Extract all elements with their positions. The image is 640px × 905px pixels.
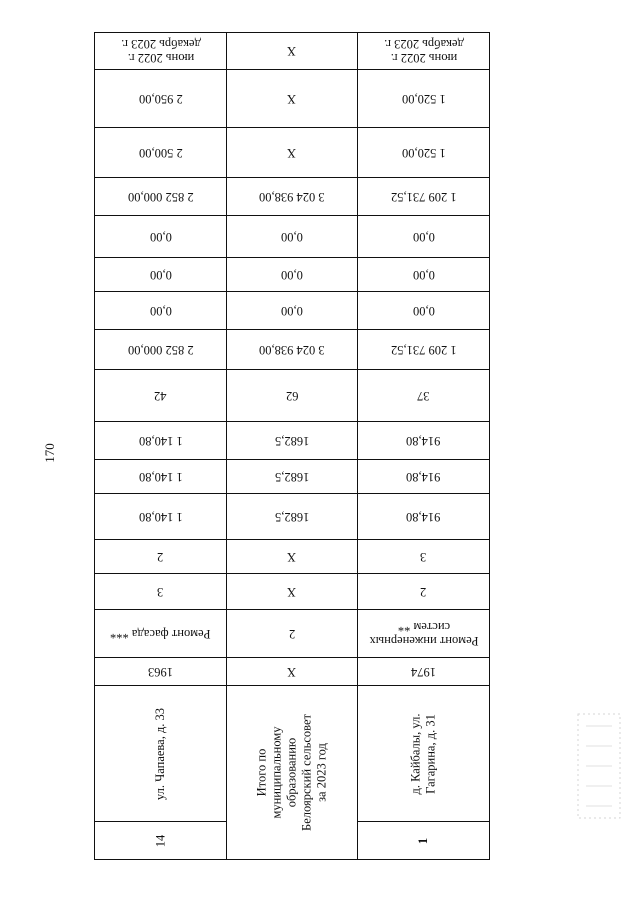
cell-area: 914,80 <box>406 433 441 448</box>
cell-count: 2 <box>420 584 427 599</box>
summary-label: Итого по муниципальному образованию Белоярский сельсовет за 2023 год <box>254 714 329 831</box>
cell-total: 3 024 938,00 <box>259 342 325 357</box>
cell-unit-cost: 2 500,00 <box>138 145 183 160</box>
cell-count: Х <box>287 549 297 564</box>
cell-residents: 37 <box>417 388 430 403</box>
cell-zero: 0,00 <box>412 303 435 318</box>
cell-year: 1974 <box>411 664 436 679</box>
cell-area: 1682,5 <box>274 433 310 448</box>
cell-unit-cost-limit: 2 950,00 <box>138 91 183 106</box>
cell-area: 1682,5 <box>274 509 310 524</box>
cell-unit-cost-limit: Х <box>287 91 297 106</box>
cell-zero: 0,00 <box>149 303 172 318</box>
cell-zero: 0,00 <box>149 267 172 282</box>
cell-zero: 0,00 <box>281 303 303 318</box>
cell-year: Х <box>287 664 297 679</box>
cell-work-type: Ремонт инженерных систем ** <box>369 619 478 648</box>
cell-count: 3 <box>420 549 427 564</box>
cell-unit-cost: Х <box>287 145 297 160</box>
cell-zero: 0,00 <box>412 229 435 244</box>
cell-zero: 0,00 <box>412 267 435 282</box>
cell-work-type: 2 <box>288 626 296 641</box>
cell-cost: 1 209 731,52 <box>390 189 457 204</box>
cell-cost: 2 852 000,00 <box>127 189 194 204</box>
cell-period: Х <box>287 44 297 58</box>
cell-area: 1682,5 <box>274 469 310 484</box>
cell-address: д. Кайбалы, ул. Гагарина, д. 31 <box>408 713 438 794</box>
cell-count: Х <box>287 584 297 599</box>
cell-area: 914,80 <box>406 469 441 484</box>
cell-count: 2 <box>157 549 164 564</box>
cell-zero: 0,00 <box>281 267 303 282</box>
cell-area: 1 140,80 <box>138 433 183 448</box>
cell-area: 1 140,80 <box>138 509 183 524</box>
cell-residents: 42 <box>154 388 167 403</box>
cell-row-index: 1 <box>416 837 431 844</box>
cell-count: 3 <box>157 584 164 599</box>
cell-year: 1963 <box>148 664 173 679</box>
cell-total: 1 209 731,52 <box>390 342 457 357</box>
cell-cost: 3 024 938,00 <box>259 189 325 204</box>
page-number: 170 <box>42 443 57 463</box>
repair-program-table <box>94 32 490 860</box>
cell-area: 1 140,80 <box>138 469 183 484</box>
cell-work-type: Ремонт фасада *** <box>110 626 211 641</box>
cell-total: 2 852 000,00 <box>127 342 194 357</box>
cell-residents: 62 <box>285 388 299 403</box>
cell-period: июнь 2022 г. декабрь 2023 г. <box>120 37 201 65</box>
cell-unit-cost: 1 520,00 <box>401 145 446 160</box>
cell-row-index: 14 <box>153 834 168 847</box>
cell-area: 914,80 <box>406 509 441 524</box>
cell-zero: 0,00 <box>281 229 303 244</box>
scan-artifact <box>576 712 622 820</box>
cell-address: ул. Чапаева, д. 33 <box>153 707 168 800</box>
cell-unit-cost-limit: 1 520,00 <box>401 91 446 106</box>
cell-period: июнь 2022 г. декабрь 2023 г. <box>383 37 464 65</box>
cell-zero: 0,00 <box>149 229 172 244</box>
